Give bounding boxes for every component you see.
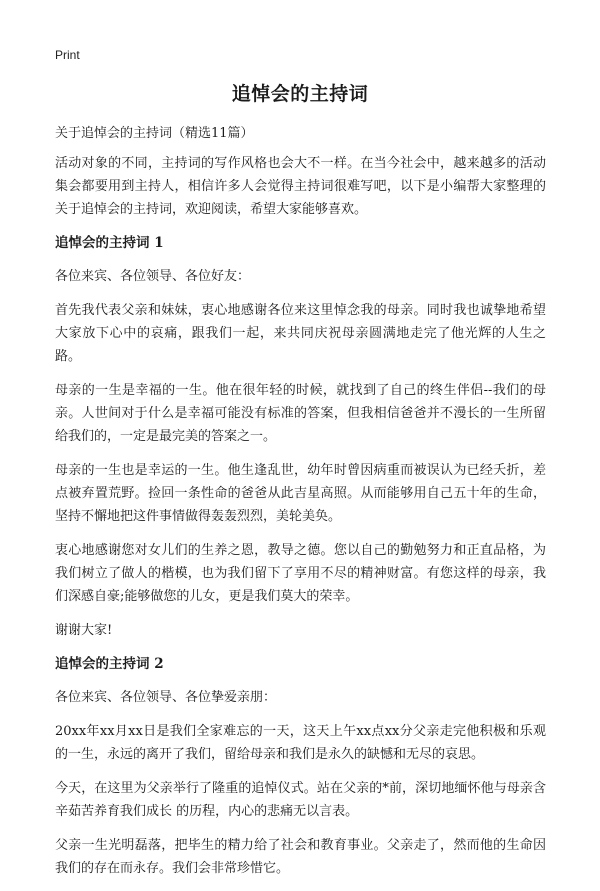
body-paragraph: 今天，在这里为父亲举行了隆重的追悼仪式。站在父亲的*前，深切地缅怀他与母亲含辛茹苦养育我们成长 的历程，内心的悲痛无以言表。: [55, 781, 546, 819]
article-body: [55, 122, 546, 891]
intro-paragraph: 活动对象的不同，主持词的写作风格也会大不一样。在当今社会中，越来越多的活动集会都要用到主持人，相信许多人会觉得主持词很难写吧，以下是小编帮大家整理的关于追悼会的主持词，欢迎阅读，希望大家能够喜欢。: [55, 156, 546, 217]
body-paragraph: 母亲的一生是幸福的一生。他在很年轻的时候，就找到了自己的终生伴侣--我们的母亲。人世间对于什么是幸福可能没有标准的答案，但我相信爸爸并不漫长的一生所留给我们的，一定是最完美的答案之一。: [55, 383, 546, 444]
greeting-paragraph: 各位来宾、各位领导、各位挚爱亲朋：: [55, 690, 277, 705]
closing-paragraph: 谢谢大家!: [55, 623, 113, 638]
print-link[interactable]: Print: [55, 48, 80, 62]
section-heading: 追悼会的主持词 2: [55, 656, 164, 672]
body-paragraph: 父亲一生光明磊落，把毕生的精力给了社会和教育事业。父亲走了，然而他的生命因我们的存在而永存。我们会非常珍惜它。: [55, 838, 546, 876]
section-heading: 追悼会的主持词 1: [55, 235, 164, 251]
body-paragraph: 20xx年xx月xx日是我们全家难忘的一天，这天上午xx点xx分父亲走完他积极和乐观的一生，永远的离开了我们，留给母亲和我们是永久的缺憾和无尽的哀思。: [55, 724, 546, 762]
greeting-paragraph: 各位来宾、各位领导、各位好友：: [55, 269, 251, 284]
page-title: 追悼会的主持词: [231, 83, 369, 105]
body-paragraph: 母亲的一生也是幸运的一生。他生逢乱世，幼年时曾因病重而被误认为已经夭折，差点被弃置荒野。捡回一条性命的爸爸从此吉星高照。从而能够用自己五十年的生命，坚持不懈地把这件事情做得轰轰烈烈，美轮美奂。: [55, 463, 546, 524]
body-paragraph: 衷心地感谢您对女儿们的生养之恩，教导之德。您以自己的勤勉努力和正直品格，为我们树立了做人的楷模，也为我们留下了享用不尽的精神财富。有您这样的母亲，我们深感自豪;能够做您的儿女，更是我们莫大的荣幸。: [55, 543, 546, 604]
article-subtitle: 关于追悼会的主持词（精选11篇）: [55, 126, 254, 141]
body-paragraph: 首先我代表父亲和妹妹，衷心地感谢各位来这里悼念我的母亲。同时我也诚挚地希望大家放下心中的哀痛，跟我们一起，来共同庆祝母亲圆满地走完了他光辉的人生之路。: [55, 303, 546, 364]
